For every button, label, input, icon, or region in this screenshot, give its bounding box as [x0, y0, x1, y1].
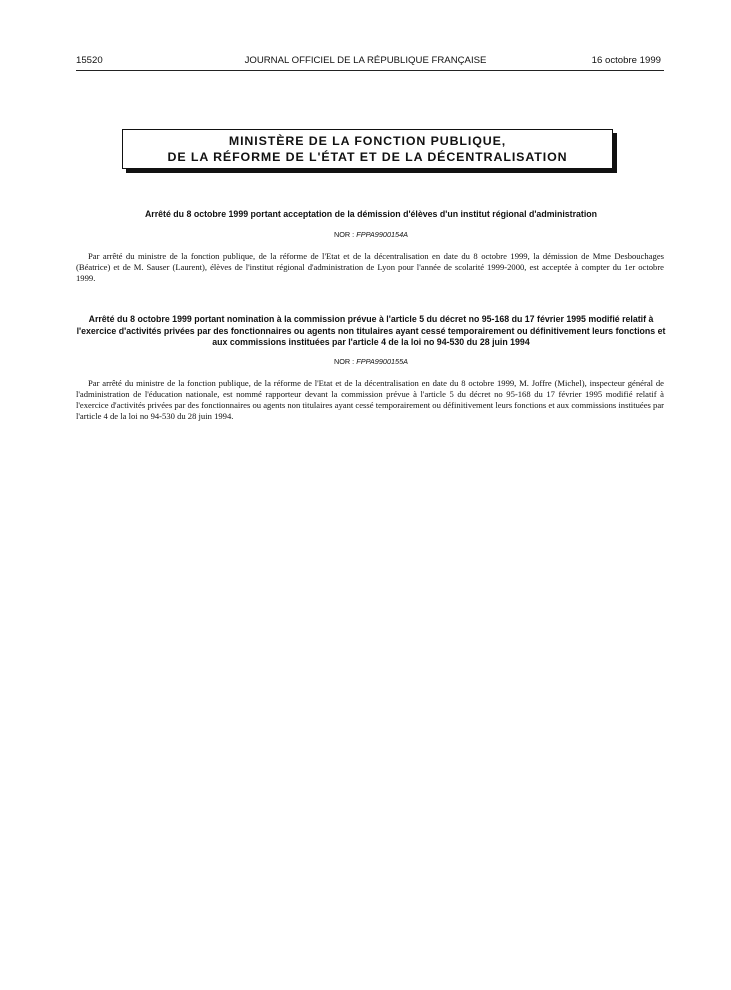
ministry-heading-line-1: MINISTÈRE DE LA FONCTION PUBLIQUE, [228, 134, 507, 148]
journal-title: JOURNAL OFFICIEL DE LA RÉPUBLIQUE FRANÇAISE [244, 55, 487, 66]
article-2-nor-code: FPPA9900155A [356, 357, 409, 366]
article-2-body: Par arrêté du ministre de la fonction publique, de la réforme de l'Etat et de la décentralisation en date du 8 octobre 1999, M. Joffre (Michel), inspecteur général de l'administration de l'éducation nationale, est nommé rapporteur devant la commission prévue à l'article 5 du décret no 95-168 du 17 février 1995 modifié relatif à l'exercice d'activités privées par des fonctionnaires ou agents non titulaires ayant cessé temporairement ou définitivement leurs fonctions et aux commissions instituées par l'article 4 de la loi no 94-530 du 28 juin 1994. [76, 378, 664, 421]
article-2-title: Arrêté du 8 octobre 1999 portant nomination à la commission prévue à l'article 5 du décret no 95-168 du 17 février 1995 modifié relatif à l'exercice d'activités privées par des fonctionnaires ou agents non titulaires ayant cessé temporairement ou définitivement leurs fonctions et aux commissions instituées par l'article 4 de la loi no 94-530 du 28 juin 1994 [76, 314, 666, 347]
article-2-nor [74, 357, 668, 366]
article-2-nor-label: NOR : [333, 357, 355, 366]
page-number: 15520 [76, 55, 103, 66]
header-rule [76, 70, 664, 71]
article-1-nor [74, 230, 668, 239]
issue-date: 16 octobre 1999 [591, 55, 661, 66]
ministry-heading-box [122, 129, 613, 169]
article-1-nor-label: NOR : [333, 230, 355, 239]
article-1-body: Par arrêté du ministre de la fonction publique, de la réforme de l'Etat et de la décentralisation en date du 8 octobre 1999, la démission de Mme Desbouchages (Béatrice) et de M. Sauser (Laurent), élèves de l'institut régional d'administration de Lyon pour l'année de scolarité 1999-2000, est acceptée à compter du 1er octobre 1999. [76, 251, 664, 283]
ministry-heading-line-2: DE LA RÉFORME DE L'ÉTAT ET DE LA DÉCENTRALISATION [167, 150, 568, 164]
article-1-title: Arrêté du 8 octobre 1999 portant acceptation de la démission d'élèves d'un institut régional d'administration [144, 209, 598, 219]
article-1-nor-code: FPPA9900154A [356, 230, 409, 239]
